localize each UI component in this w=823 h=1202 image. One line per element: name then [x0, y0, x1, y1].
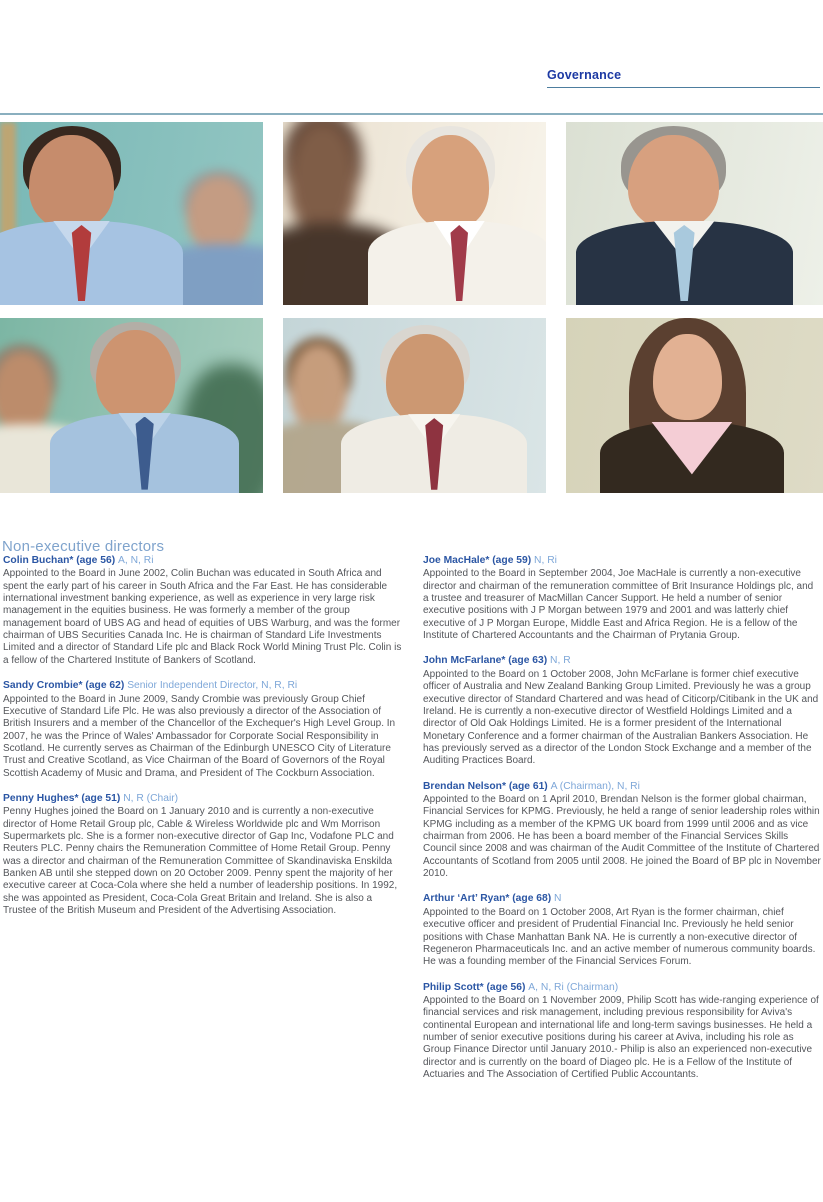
- director-name: Philip Scott* (age 56): [423, 981, 526, 993]
- director-name-line: [423, 555, 821, 567]
- director-bio-sandy-crombie: [3, 680, 404, 780]
- torso-shape: [368, 221, 546, 305]
- director-bio-text: Penny Hughes joined the Board on 1 January 2010 and is currently a non-executive director of Home Retail Group plc, Cable & Wireless Worldwide plc and Wm Morrison Supermarkets plc. She is a former non-executive director of Gap Inc, Vodafone PLC and Reuters PLC. Penny chairs the Remuneration Committee of Home Retail Group. Penny was a director and chairman of the Remuneration Committee of Skandinaviska Enskilda Banken AB until she stepped down on 20 October 2009. Penny spent the majority of her executive career at Coca-Cola where she held a number of leadership positions. In 1992, she was appointed as President, Coca-Cola Great Britain and Ireland. She is also a Trustee of the British Museum and President of the Advertising Association.: [3, 806, 398, 917]
- committee-codes: N, R: [550, 655, 571, 667]
- director-name: John McFarlane* (age 63): [423, 655, 548, 667]
- director-figure: [0, 126, 163, 305]
- tie-shape: [671, 225, 697, 301]
- torso-shape: [341, 414, 527, 493]
- director-name-line: [3, 680, 404, 692]
- director-name: Sandy Crombie* (age 62): [3, 680, 125, 692]
- director-name-line: [423, 655, 821, 667]
- tie-shape: [423, 418, 445, 490]
- director-bio-text: Appointed to the Board in June 2002, Colin Buchan was educated in South Africa and spent the early part of his career in South Africa and the Far East. He has considerable international investment banking experience, as well as experience in very large risk management in the equities business. He was formerly a member of the group management board of UBS AG and head of equities of UBS Warburg, and was the former chairman of UBS Securities Canada Inc. He is chairman of Standard Life Investments Limited and a director of Standard Life plc and Black Rock World Mining Trust Plc. Colin is a fellow of the Chartered Institute of Bankers of Scotland.: [3, 568, 402, 666]
- director-figure: [386, 126, 533, 305]
- head-shape: [96, 330, 175, 421]
- committee-codes: N: [554, 893, 562, 905]
- committee-codes: N, R (Chair): [123, 792, 179, 804]
- director-bio-text: Appointed to the Board on 1 April 2010, Brendan Nelson is the former global chairman, Financial Services for KPMG. Previously, he held a range of senior leadership roles within KPMG including as a member of the KPMG UK board from 1999 until 2006 and as vice chairman from 2006. He has been a board member of the Financial Services Skills Council since 2008 and was chairman of the Audit Committee of the Institute of Chartered Accountants of Scotland from 2005 until 2008. He joined the Board of BP plc in November 2010.: [423, 794, 821, 880]
- page-title: Non-executive directors: [2, 538, 165, 556]
- tie-shape: [69, 225, 93, 301]
- head-shape: [29, 135, 114, 230]
- torso-shape: [50, 413, 239, 494]
- director-name-line: [3, 555, 404, 567]
- directors-column-left: [3, 555, 404, 930]
- head-shape: [288, 122, 356, 234]
- tie-shape: [133, 417, 156, 490]
- director-name-line: [423, 982, 821, 994]
- director-figure: [597, 126, 772, 305]
- director-photo-4: [0, 318, 263, 493]
- committee-codes: N, Ri: [534, 555, 557, 566]
- torso-shape: [600, 422, 785, 493]
- torso-shape: [576, 221, 793, 305]
- horizontal-divider: [0, 113, 823, 115]
- head-shape: [653, 334, 722, 420]
- director-bio-text: Appointed to the Board on 1 November 2009, Philip Scott has wide-ranging experience of financial services and risk management, including previous responsibility for Aviva's continental European and international life and long-term savings businesses. He held a number of senior executive positions during his career at Aviva, including his role as Group Finance Director until January 2010.- Philip is also an experienced non-executive director and is currently on the board of Diageo plc. He is a Fellow of the Institute of Actuaries and The Association of Certified Public Accountants.: [423, 994, 819, 1081]
- committee-codes: A (Chairman), N, Ri: [550, 780, 640, 792]
- director-photo-1: [0, 122, 263, 305]
- committee-codes: A, N, Ri: [118, 555, 154, 566]
- directors-column-right: [423, 555, 821, 1094]
- director-photo-3: [566, 122, 823, 305]
- director-name: Penny Hughes* (age 51): [3, 792, 121, 804]
- director-bio-brendan-nelson: [423, 781, 821, 881]
- section-label: Governance: [547, 68, 622, 82]
- director-figure: [359, 325, 509, 493]
- director-bio-text: Appointed to the Board on 1 October 2008, John McFarlane is former chief executive officer of Australia and New Zealand Banking Group Limited. Previously he was a group executive director of Standard Chartered and was head of Citicorp/Citibank in the UK and Ireland. He is currently a non-executive director of Westfield Holdings Limited and a director of Old Oak Holdings Limited. He is a former president of the International Monetary Conference and a former chairman of the Australian Bankers Association. He has previously served as a director of the London Stock Exchange and a member of the Auditing Practices Board.: [423, 668, 819, 767]
- head-shape: [412, 135, 489, 230]
- committee-codes: Senior Independent Director, N, R, Ri: [127, 680, 298, 692]
- director-name: Colin Buchan* (age 56): [3, 555, 116, 566]
- director-photo-2: [283, 122, 546, 305]
- director-name: Arthur ‘Art’ Ryan* (age 68): [423, 893, 552, 905]
- director-figure: [617, 318, 766, 493]
- director-bio-penny-hughes: [3, 793, 404, 918]
- committee-codes: A, N, Ri (Chairman): [528, 981, 619, 993]
- director-bio-philip-scott: [423, 982, 821, 1082]
- head-shape: [187, 177, 250, 251]
- director-name-line: [3, 793, 404, 805]
- governance-section-header: [547, 66, 820, 88]
- director-bio-text: Appointed to the Board in September 2004, Joe MacHale is currently a non-executive director and chairman of the remuneration committee of Brit Insurance Holdings plc, and a trustee and treasurer of MacMillan Cancer Support. He held a number of senior executive positions with J P Morgan between 1979 and 2001 and was latterly chief executive of J P Morgan Europe, Middle East and Africa Region. He is a fellow of the Institute of Chartered Accountants and the Chairman of Prytania Group.: [423, 568, 814, 642]
- director-figure: [68, 322, 221, 494]
- director-name: Brendan Nelson* (age 61): [423, 780, 548, 792]
- director-bio-john-mcfarlane: [423, 655, 821, 767]
- head-shape: [386, 334, 464, 423]
- director-bio-arthur-ryan: [423, 893, 821, 968]
- head-shape: [290, 345, 347, 429]
- head-shape: [628, 135, 719, 230]
- director-name: Joe MacHale* (age 59): [423, 555, 532, 566]
- director-bio-text: Appointed to the Board on 1 October 2008, Art Ryan is the former chairman, chief executive officer and president of Prudential Financial Inc. Previously he held senior positions with Chase Manhattan Bank NA. He is currently a non-executive director of Regeneron Pharmaceuticals Inc. and an active member of numerous community boards. He was a founding member of the Financial Services Forum.: [423, 906, 816, 968]
- director-name-line: [423, 893, 821, 905]
- director-photo-5: [283, 318, 546, 493]
- tie-shape: [448, 225, 470, 301]
- director-bio-joe-machale: [423, 555, 821, 642]
- director-name-line: [423, 781, 821, 793]
- director-photo-6: [566, 318, 823, 493]
- director-bio-colin-buchan: [3, 555, 404, 667]
- torso-shape: [0, 221, 183, 305]
- director-bio-text: Appointed to the Board in June 2009, Sandy Crombie was previously Group Chief Executive of Standard Life Plc. He was also previously a director of the Association of British Insurers and a member of the Chancellor of the Exchequer's High Level Group. In 2007, he was the Prince of Wales' Ambassador for Corporate Social Responsibility in Scotland. He currently serves as Chairman of the Edinburgh UNESCO City of Literature Trust and Creative Scotland, as Vice Chairman of the Board of Governors of the Royal Scottish Academy of Music and Drama, and President of The Cockburn Association.: [3, 693, 396, 779]
- collar-shape: [651, 422, 732, 482]
